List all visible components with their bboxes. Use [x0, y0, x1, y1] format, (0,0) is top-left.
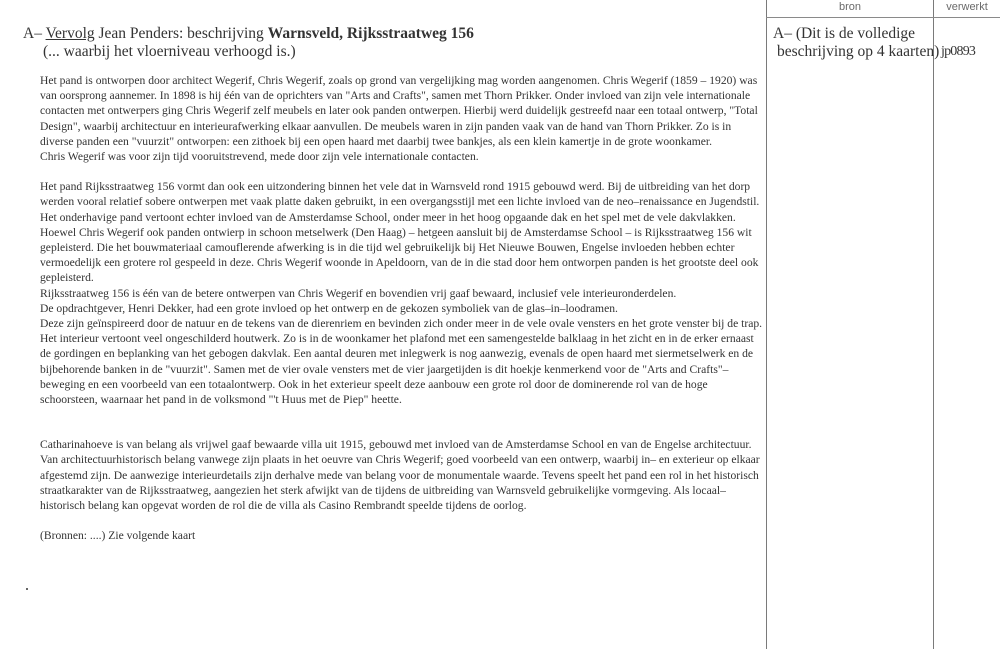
title-prefix: A–: [23, 25, 42, 42]
title-author: Jean Penders: beschrijving: [98, 25, 264, 42]
scan-speck: [26, 588, 28, 590]
paragraph-architect: Het pand is ontworpen door architect Wegerif, Chris Wegerif, zoals op grond van vergelijking mag worden aangenomen. Chris Wegerif (1859 – 1920) was van oorsprong aannemer. In 1898 is hij één van de oprichters van "Arts and Crafts", samen met Thorn Prikker. Onder invloed van zijn vele internationale contacten met ontwerpers ging Chris Wegerif zelf meubels en later ook panden ontwerpen. Hierbij werd duidelijk gestreefd naar een totaal ontwerp, "Total Design", waarbij architectuur en interieurafwerking elkaar aanvullen. De meubels waren in zijn panden vaak van de hand van Thorn Prikker. Zo is in diverse panden een "vuurzit" ontworpen: een zithoek bij een open haard met daarbij twee bankjes, als een klein kamertje in de grote woonkamer.: [40, 74, 758, 148]
paragraph-progressive: Chris Wegerif was voor zijn tijd vooruitstrevend, mede door zijn vele internationale contacten.: [40, 150, 479, 164]
bron-column-header: bron: [838, 1, 862, 13]
paragraph-sources: (Bronnen: ....) Zie volgende kaart: [40, 529, 196, 543]
paragraph-exception: Het pand Rijksstraatweg 156 vormt dan ook een uitzondering binnen het vele dat in Warnsveld rond 1915 gebouwd werd. Bij de uitbreiding van het dorp werden vooral relatief sobere ontwerpen met vaak platte daken gebruikt, in een overgangsstijl met een lichte invloed van de neo–renaissance en Jugendstil.: [40, 180, 760, 209]
spacer: [40, 407, 765, 437]
bron-line-2: beschrijving op 4 kaarten): [777, 43, 940, 60]
paragraph-plaster: Hoewel Chris Wegerif ook panden ontwierp in schoon metselwerk (Den Haag) – hetgeen aansluit bij de Amsterdamse School – is Rijksstraatweg 156 wit gepleisterd. Die het bouwmateriaal camouflerende afwerking is in die tijd wel gebruikelijk bij Het Nieuwe Bouwen, Engelse invloeden hebben echter vermoedelijk een grotere rol gespeeld in deze. Chris Wegerif woonde in Apeldoorn, van de in die stad door hem ontworpen panden is het grootste deel ook gepleisterd.: [40, 225, 759, 285]
paragraph-significance: Catharinahoeve is van belang als vrijwel gaaf bewaarde villa uit 1915, gebouwd met invloed van de Amsterdamse School en van de Engelse architectuur. Van architectuurhistorisch belang vanwege zijn plaats in het oeuvre van Chris Wegerif; goed voorbeeld van een ontwerp, waarbij in– en exterieur op elkaar afgestemd zijn. De aanwezige interieurdetails zijn derhalve mede van belang voor de monumentale waarde. Tevens speelt het pand een rol in het historisch straatkarakter van de Rijksstraatweg, aangezien het sterk afwijkt van de tijdens de uitbreiding van Warnsveld gebruikelijke vormgeving. Als locaal–historisch belang kan opgevat worden de rol die de villa als Casino Rembrandt speelde tijdens de oorlog.: [40, 438, 760, 513]
verwerkt-column-header: verwerkt: [946, 1, 988, 13]
paragraph-client: De opdrachtgever, Henri Dekker, had een grote invloed op het ontwerp en de gekozen symboliek van de glas–in–loodramen.: [40, 301, 618, 315]
header-divider: [766, 17, 1000, 18]
title-address: Warnsveld, Rijksstraatweg 156: [267, 25, 474, 42]
bron-line-1: A– (Dit is de volledige: [773, 25, 916, 42]
paragraph-interior: Het interieur vertoont veel ongeschilderd houtwerk. Zo is in de woonkamer het plafond met een samengestelde balklaag in het zicht en in de erker ernaast de gordingen en beplanking van het gebogen dakvlak. Een aantal deuren met inlegwerk is nog aanwezig, evenals de open haard met siermetselwerk en de bijbehorende banken in de "vuurzit". Samen met de vier ovale vensters met de vier jaargetijden is dit hoekje kenmerkend voor de "Arts and Crafts"–beweging en een voorbeeld van een totaalontwerp. Ook in het exterieur speelt deze aanbouw een grote rol door de dominerende rol van de hoge schoorsteen, waarnaar het pand in de volksmond "'t Huus met de Piep" heette.: [40, 332, 754, 407]
title-vervolg: Vervolg: [45, 25, 95, 42]
verwerkt-code: jp0893: [941, 44, 976, 59]
spacer: [40, 164, 765, 179]
verwerkt-column-left-border: [933, 0, 934, 649]
title-subtitle: (... waarbij het vloerniveau verhoogd is.): [43, 43, 296, 60]
bron-column-left-border: [766, 0, 767, 649]
bron-cell: [773, 25, 939, 61]
spacer: [40, 513, 765, 528]
card-title: [23, 25, 474, 61]
description-body: [40, 73, 765, 543]
paragraph-amsterdamse-school: Het onderhavige pand vertoont echter invloed van de Amsterdamse School, onder meer in het hoog opgaande dak en het spel met de vele dakvlakken.: [40, 210, 736, 224]
paragraph-best-designs: Rijksstraatweg 156 is één van de betere ontwerpen van Chris Wegerif en bovendien vrij gaaf bewaard, inclusief vele interieuronderdelen.: [40, 286, 677, 300]
paragraph-windows: Deze zijn geïnspireerd door de natuur en de tekens van de dierenriem en bevinden zich onder meer in de vele ovale vensters en het grote venster bij de trap.: [40, 317, 763, 331]
